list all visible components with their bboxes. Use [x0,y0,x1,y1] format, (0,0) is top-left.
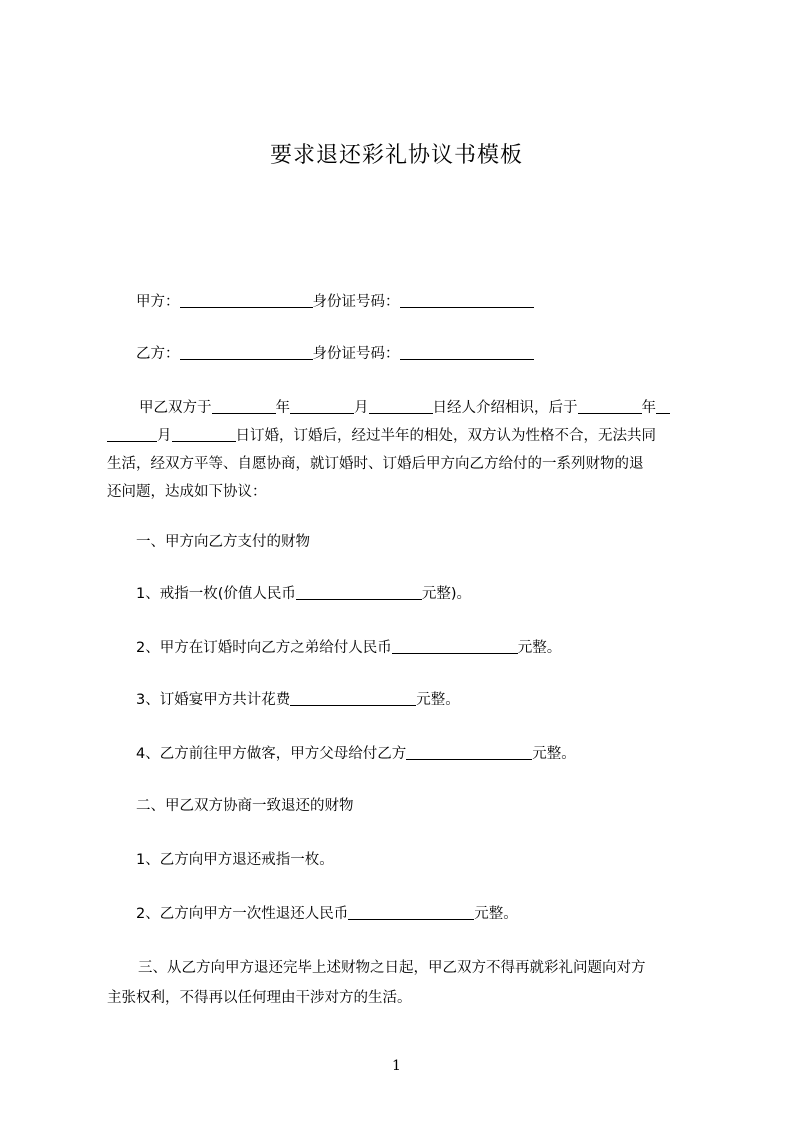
item-text: 2、甲方在订婚时向乙方之弟给付人民币 [136,640,392,656]
intro-line-2 [107,426,656,446]
item-text: 元整。 [532,746,576,762]
section-1-item-3 [136,690,460,710]
meet-year-blank [212,399,276,414]
page-number: 1 [392,1058,401,1074]
meet-day-blank [369,399,433,414]
intro-line-1 [139,398,670,418]
section-1-item-1 [136,584,471,604]
section-2-item-1: 1、乙方向甲方退还戒指一枚。 [136,852,334,868]
party-a-id-blank [400,293,534,308]
party-a-id-label: 身份证号码： [312,294,400,310]
engage-month-blank-start [656,399,670,414]
document-title: 要求退还彩礼协议书模板 [269,143,523,168]
engage-day-blank [172,427,236,442]
banquet-cost-blank [290,691,416,706]
item-text: 3、订婚宴甲方共计花费 [136,692,291,708]
item-text: 1、戒指一枚(价值人民币 [136,586,296,602]
intro-text: 甲乙双方于 [139,400,212,416]
engage-month-blank [107,427,157,442]
parents-gift-blank [406,745,532,760]
item-text: 元整。 [474,906,518,922]
party-b-id-label: 身份证号码： [312,346,400,362]
intro-text: 日经人介绍相识，后于 [432,400,578,416]
item-text: 4、乙方前往甲方做客，甲方父母给付乙方 [136,746,407,762]
intro-text: 日订婚，订婚后，经过半年的相处，双方认为性格不合，无法共同 [235,428,656,444]
section-3-line-2: 主张权利，不得再以任何理由干涉对方的生活。 [107,990,412,1006]
item-text: 元整。 [416,692,460,708]
section-1-item-2 [136,638,561,658]
section-1-heading: 一、甲方向乙方支付的财物 [136,534,310,550]
refund-amount-blank [348,905,474,920]
item-text: 元整)。 [421,586,472,602]
intro-text: 年 [641,400,656,416]
intro-line-3: 生活，经双方平等、自愿协商，就订婚时、订婚后甲方向乙方给付的一系列财物的退 [107,456,644,472]
brother-payment-blank [392,639,518,654]
intro-line-4: 还问题，达成如下协议： [107,484,267,500]
ring-value-blank [296,585,422,600]
section-2-heading: 二、甲乙双方协商一致退还的财物 [136,798,354,814]
party-a-name-blank [180,293,313,308]
party-a-line [136,292,534,312]
intro-text: 月 [157,428,172,444]
engage-year-blank [578,399,642,414]
section-3-line-1: 三、从乙方向甲方退还完毕上述财物之日起，甲乙双方不得再就彩礼问题向对方 [138,960,646,976]
party-b-name-blank [180,345,313,360]
party-b-label: 乙方： [136,346,180,362]
item-text: 2、乙方向甲方一次性退还人民币 [136,906,349,922]
party-b-line [136,344,534,364]
item-text: 元整。 [517,640,562,656]
section-1-item-4 [136,744,576,764]
intro-text: 月 [354,400,369,416]
meet-month-blank [290,399,354,414]
party-b-id-blank [400,345,534,360]
intro-text: 年 [275,400,290,416]
party-a-label: 甲方： [136,294,180,310]
section-2-item-2 [136,904,518,924]
